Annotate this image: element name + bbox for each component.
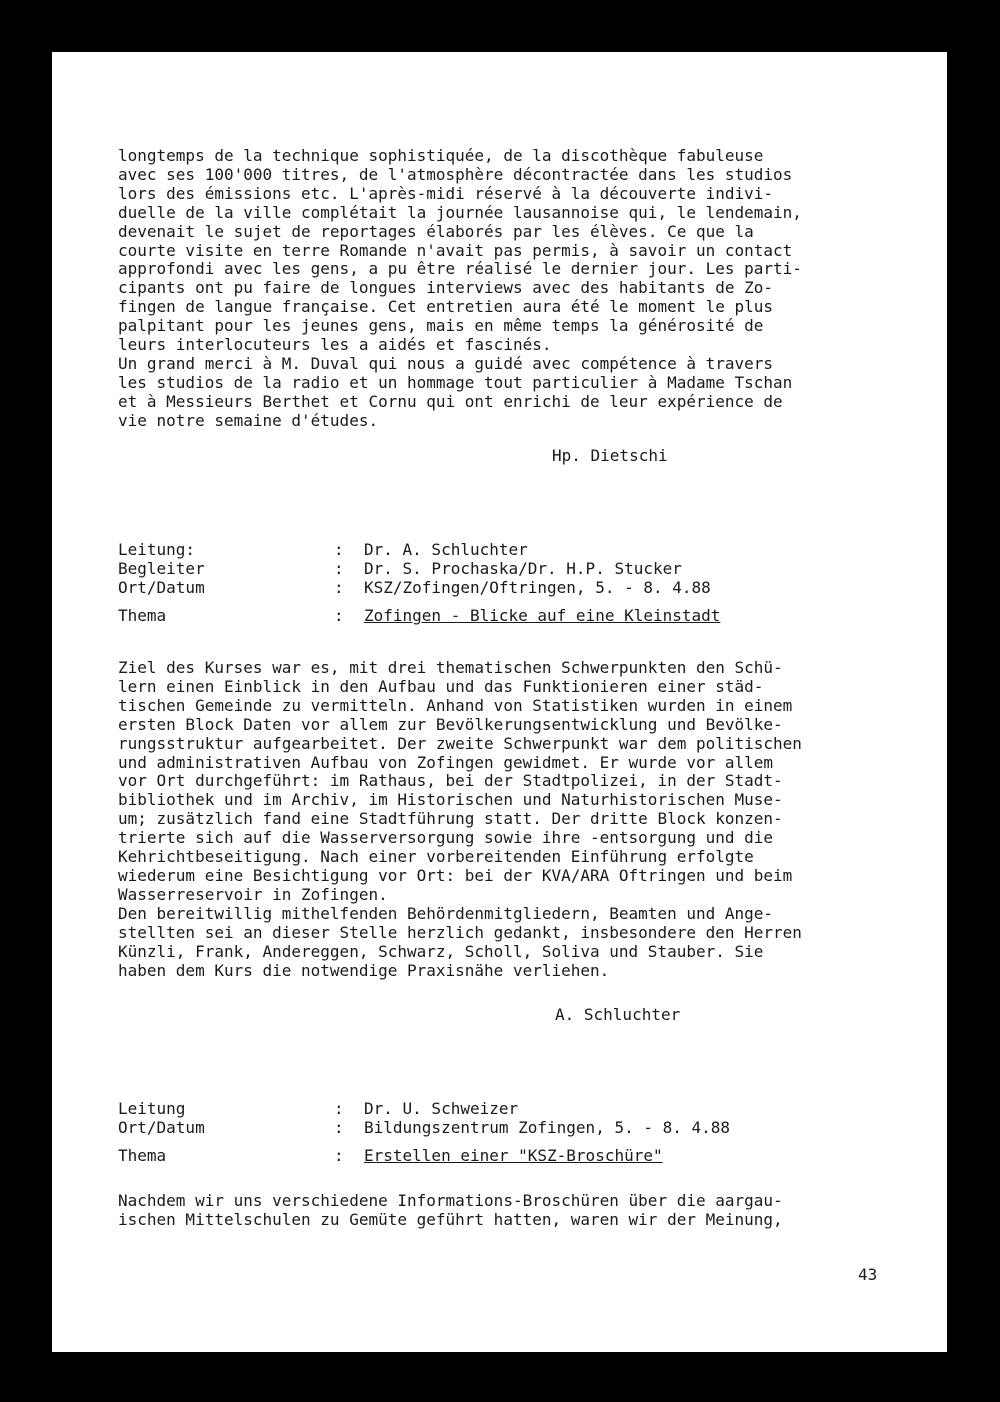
text-line: stellten sei an dieser Stelle herzlich gedankt, insbesondere den Herren (118, 922, 802, 942)
page-number: 43 (858, 1265, 878, 1284)
text-line: lors des émissions etc. L'après-midi réservé à la découverte indivi- (118, 183, 774, 203)
text-line: Un grand merci à M. Duval qui nous a guidé avec compétence à travers (118, 353, 774, 373)
info-label: Thema (118, 1146, 167, 1165)
info-colon: : (334, 1146, 344, 1165)
text-line: tischen Gemeinde zu vermitteln. Anhand von Statistiken wurden in einem (118, 695, 793, 715)
info-row-thema (118, 606, 918, 625)
info-colon: : (334, 559, 344, 578)
info-colon: : (334, 1099, 344, 1118)
info-colon: : (334, 606, 344, 625)
text-line: Wasserreservoir in Zofingen. (118, 884, 388, 904)
text-line: avec ses 100'000 titres, de l'atmosphère décontractée dans les studios (118, 164, 793, 184)
document-page (52, 52, 947, 1352)
info-label: Begleiter (118, 559, 205, 578)
course-1-report-text (118, 659, 918, 980)
info-colon: : (334, 578, 344, 597)
text-line: ersten Block Daten vor allem zur Bevölkerungsentwicklung und Bevölke- (118, 714, 783, 734)
info-value: Dr. U. Schweizer (364, 1099, 519, 1118)
info-value: Dr. S. Prochaska/Dr. H.P. Stucker (364, 559, 682, 578)
info-label: Leitung: (118, 540, 196, 559)
text-line: wiederum eine Besichtigung vor Ort: bei der KVA/ARA Oftringen und beim (118, 865, 793, 885)
text-line: haben dem Kurs die notwendige Praxisnähe verliehen. (118, 960, 610, 980)
info-row-begleiter (118, 559, 918, 578)
info-label: Ort/Datum (118, 1118, 205, 1137)
info-label: Leitung (118, 1099, 186, 1118)
info-colon: : (334, 1118, 344, 1137)
text-line: leurs interlocuteurs les a aidés et fascinés. (118, 335, 552, 355)
info-value: KSZ/Zofingen/Oftringen, 5. - 8. 4.88 (364, 578, 711, 597)
text-line: duelle de la ville complétait la journée lausannoise qui, le lendemain, (118, 202, 802, 222)
signature-dietschi: Hp. Dietschi (552, 446, 668, 465)
info-label: Ort/Datum (118, 578, 205, 597)
text-line: Ziel des Kurses war es, mit drei thematischen Schwerpunkten den Schü- (118, 658, 783, 677)
info-value: Bildungszentrum Zofingen, 5. - 8. 4.88 (364, 1118, 731, 1137)
info-row-ort-datum (118, 1118, 918, 1137)
text-line: Kehrichtbeseitigung. Nach einer vorbereitenden Einführung erfolgte (118, 847, 754, 867)
text-line: bibliothek und im Archiv, im Historischen und Naturhistorischen Muse- (118, 790, 783, 810)
text-line: cipants ont pu faire de longues interviews avec des habitants de Zo- (118, 278, 774, 298)
info-row-ort-datum (118, 578, 918, 597)
text-line: fingen de langue française. Cet entretien aura été le moment le plus (118, 297, 774, 317)
info-colon: : (334, 540, 344, 559)
info-row-leitung (118, 540, 918, 559)
text-line: und administrativen Aufbau von Zofingen gewidmet. Er wurde vor allem (118, 752, 774, 772)
text-line: et à Messieurs Berthet et Cornu qui ont enrichi de leur expérience de (118, 391, 783, 411)
signature-schluchter: A. Schluchter (555, 1005, 681, 1024)
text-line: rungsstruktur aufgearbeitet. Der zweite Schwerpunkt war dem politischen (118, 733, 802, 753)
info-row-thema (118, 1146, 918, 1165)
text-line: vie notre semaine d'études. (118, 410, 379, 430)
text-line: longtemps de la technique sophistiquée, de la discothèque fabuleuse (118, 146, 764, 165)
text-line: palpitant pour les jeunes gens, mais en même temps la générosité de (118, 316, 764, 336)
info-value-topic: Erstellen einer "KSZ-Broschüre" (364, 1146, 663, 1165)
text-line: trierte sich auf die Wasserversorgung sowie ihre -entsorgung und die (118, 828, 774, 848)
course-2-report-text (118, 1192, 918, 1230)
text-line: Künzli, Frank, Andereggen, Schwarz, Scholl, Soliva und Stauber. Sie (118, 941, 764, 961)
text-line: vor Ort durchgeführt: im Rathaus, bei der Stadtpolizei, in der Stadt- (118, 771, 783, 791)
text-line: ischen Mittelschulen zu Gemüte geführt hatten, waren wir der Meinung, (118, 1209, 783, 1229)
text-line: Den bereitwillig mithelfenden Behördenmitgliedern, Beamten und Ange- (118, 903, 774, 923)
text-line: approfondi avec les gens, a pu être réalisé le dernier jour. Les parti- (118, 259, 802, 279)
text-line: um; zusätzlich fand eine Stadtführung statt. Der dritte Block konzen- (118, 809, 783, 829)
text-line: lern einen Einblick in den Aufbau und das Funktionieren einer städ- (118, 676, 764, 696)
info-label: Thema (118, 606, 167, 625)
text-line: Nachdem wir uns verschiedene Informations-Broschüren über die aargau- (118, 1191, 783, 1210)
info-value-topic: Zofingen - Blicke auf eine Kleinstadt (364, 606, 721, 625)
info-row-leitung (118, 1099, 918, 1118)
text-line: courte visite en terre Romande n'avait pas permis, à savoir un contact (118, 240, 793, 260)
text-line: les studios de la radio et un hommage tout particulier à Madame Tschan (118, 372, 793, 392)
french-report-text (118, 147, 918, 431)
info-value: Dr. A. Schluchter (364, 540, 528, 559)
text-line: devenait le sujet de reportages élaborés par les élèves. Ce que la (118, 221, 754, 241)
